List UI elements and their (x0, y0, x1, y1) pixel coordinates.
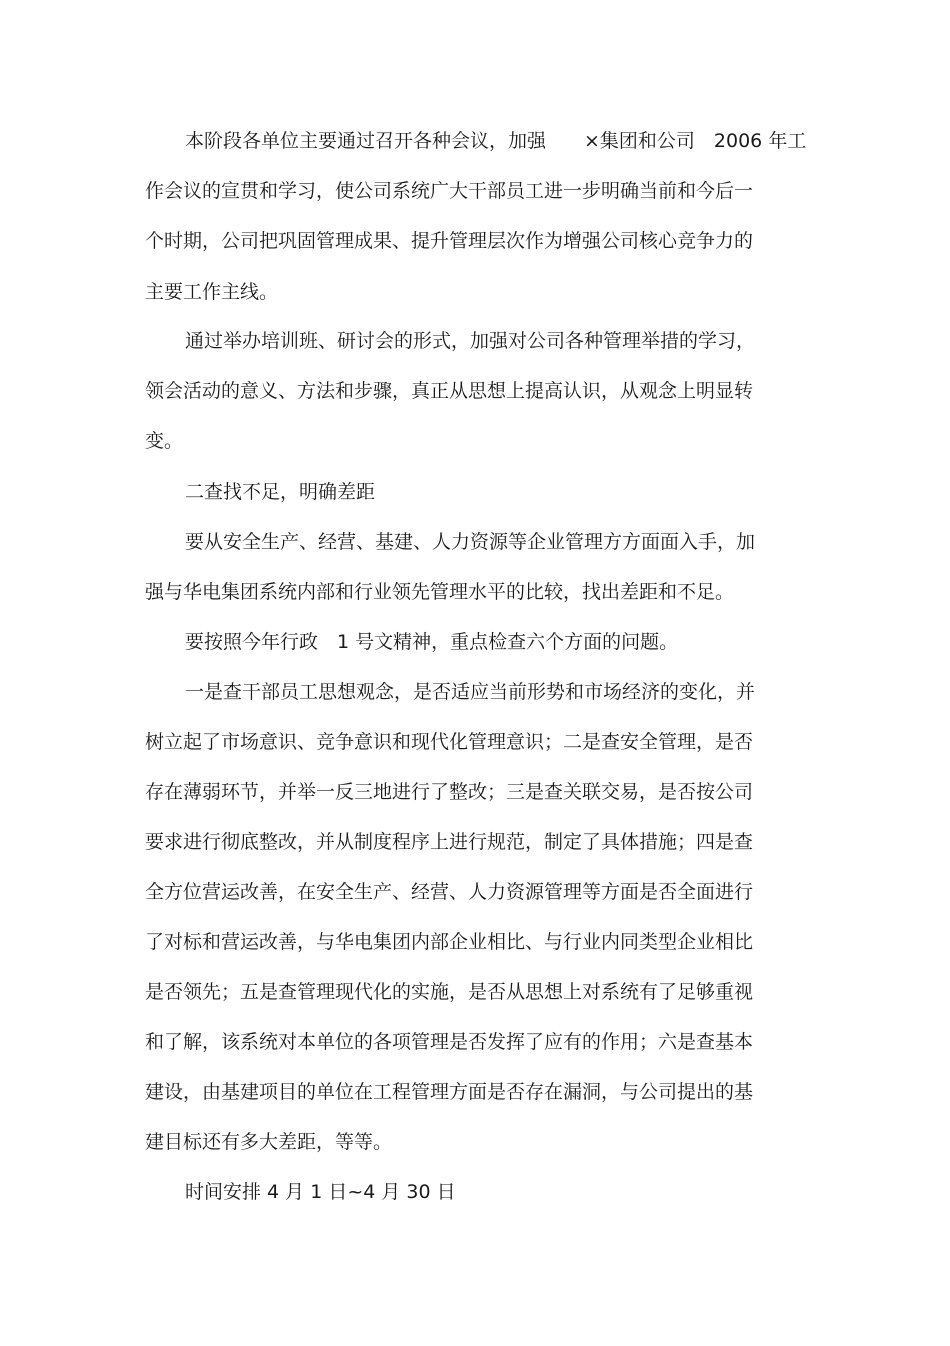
text-line: 主要工作主线。 (145, 281, 279, 303)
text-line: 作会议的宣贯和学习，使公司系统广大干部员工进一步明确当前和今后一 (145, 180, 754, 202)
text-line: 领会活动的意义、方法和步骤，真正从思想上提高认识，从观念上明显转 (145, 380, 754, 402)
text-line: 变。 (145, 430, 184, 452)
text-line: 个时期，公司把巩固管理成果、提升管理层次作为增强公司核心竞争力的 (145, 230, 754, 252)
text-line: 一是查干部员工思想观念，是否适应当前形势和市场经济的变化，并 (185, 681, 756, 703)
text-line: 是否领先；五是查管理现代化的实施，是否从思想上对系统有了足够重视 (145, 981, 754, 1003)
text-line: 本阶段各单位主要通过召开各种会议，加强 ×集团和公司 2006 年工 (185, 130, 807, 152)
text-line: 要按照今年行政 1 号文精神，重点检查六个方面的问题。 (185, 631, 679, 653)
text-line: 了对标和营运改善，与华电集团内部企业相比、与行业内同类型企业相比 (145, 931, 754, 953)
text-line: 存在薄弱环节，并举一反三地进行了整改；三是查关联交易，是否按公司 (145, 781, 754, 803)
text-line: 和了解，该系统对本单位的各项管理是否发挥了应有的作用；六是查基本 (145, 1031, 754, 1053)
text-line: 建设，由基建项目的单位在工程管理方面是否存在漏洞，与公司提出的基 (145, 1081, 754, 1103)
text-line: 强与华电集团系统内部和行业领先管理水平的比较，找出差距和不足。 (145, 581, 735, 603)
text-line: 要求进行彻底整改，并从制度程序上进行规范，制定了具体措施；四是查 (145, 831, 754, 853)
text-line: 要从安全生产、经营、基建、人力资源等企业管理方方面面入手，加 (185, 531, 756, 553)
schedule-line: 时间安排 4 月 1 日~4 月 30 日 (185, 1181, 456, 1203)
text-line: 通过举办培训班、研讨会的形式，加强对公司各种管理举措的学习， (185, 330, 756, 352)
text-line: 全方位营运改善，在安全生产、经营、人力资源管理等方面是否全面进行 (145, 881, 754, 903)
text-line: 建目标还有多大差距，等等。 (145, 1131, 393, 1153)
text-line: 树立起了市场意识、竞争意识和现代化管理意识；二是查安全管理，是否 (145, 731, 754, 753)
section-heading: 二查找不足，明确差距 (185, 481, 376, 503)
